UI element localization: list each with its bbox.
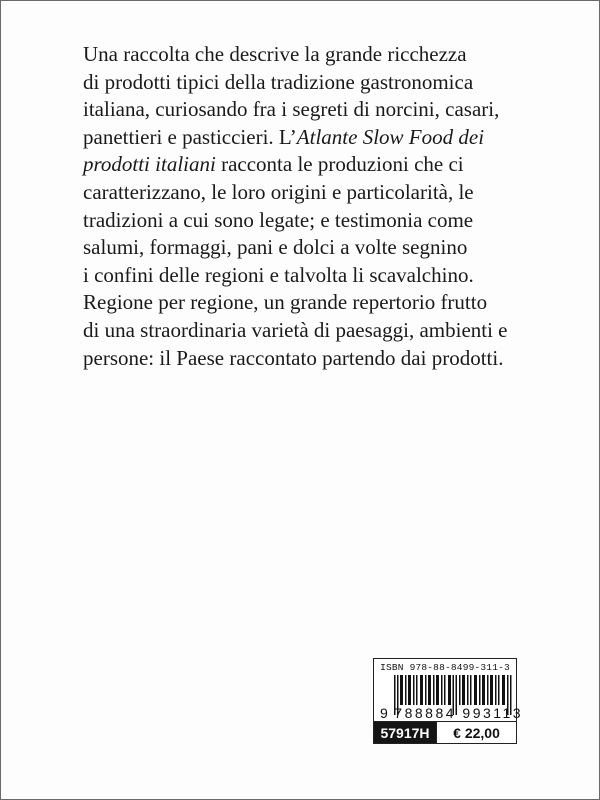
back-cover-blurb	[83, 41, 583, 372]
book-title-italic: Atlante Slow Food dei	[296, 124, 485, 149]
blurb-text: racconta le produzioni che ci	[215, 152, 464, 177]
blurb-line-11: di una straordinaria varietà di paesaggi, ambienti e	[83, 317, 508, 342]
blurb-line-4	[83, 124, 583, 152]
blurb-line-9: i confini delle regioni e talvolta li scavalchino.	[83, 262, 474, 287]
price-label: € 22,00	[436, 722, 516, 743]
blurb-text: panettieri e pasticcieri. L’	[83, 124, 297, 149]
blurb-line-1: Una raccolta che descrive la grande ricchezza	[83, 42, 467, 66]
blurb-line-10: Regione per regione, un grande repertorio frutto	[83, 290, 488, 315]
blurb-line-12: persone: il Paese raccontato partendo dai prodotti.	[83, 345, 504, 370]
blurb-line-8: salumi, formaggi, pani e dolci a volte segnino	[83, 235, 468, 260]
barcode-first-digit: 9	[380, 705, 391, 721]
product-code: 57917H	[374, 722, 436, 743]
blurb-line-7: tradizioni a cui sono legate; e testimonia come	[83, 207, 474, 232]
barcode-digit-groups: 788884 993113	[394, 705, 524, 721]
blurb-line-6: caratterizzano, le loro origini e particolarità, le	[83, 179, 474, 204]
blurb-line-2: di prodotti tipici della tradizione gastronomica	[83, 69, 474, 94]
barcode-label	[373, 658, 524, 744]
isbn-text: ISBN 978-88-8499-311-3	[380, 662, 510, 673]
book-title-italic: prodotti italiani	[83, 152, 216, 177]
blurb-line-5	[83, 151, 583, 179]
barcode-footer	[374, 721, 516, 743]
blurb-line-3: italiana, curiosando fra i segreti di norcini, casari,	[83, 97, 500, 122]
barcode-digits	[380, 705, 524, 721]
